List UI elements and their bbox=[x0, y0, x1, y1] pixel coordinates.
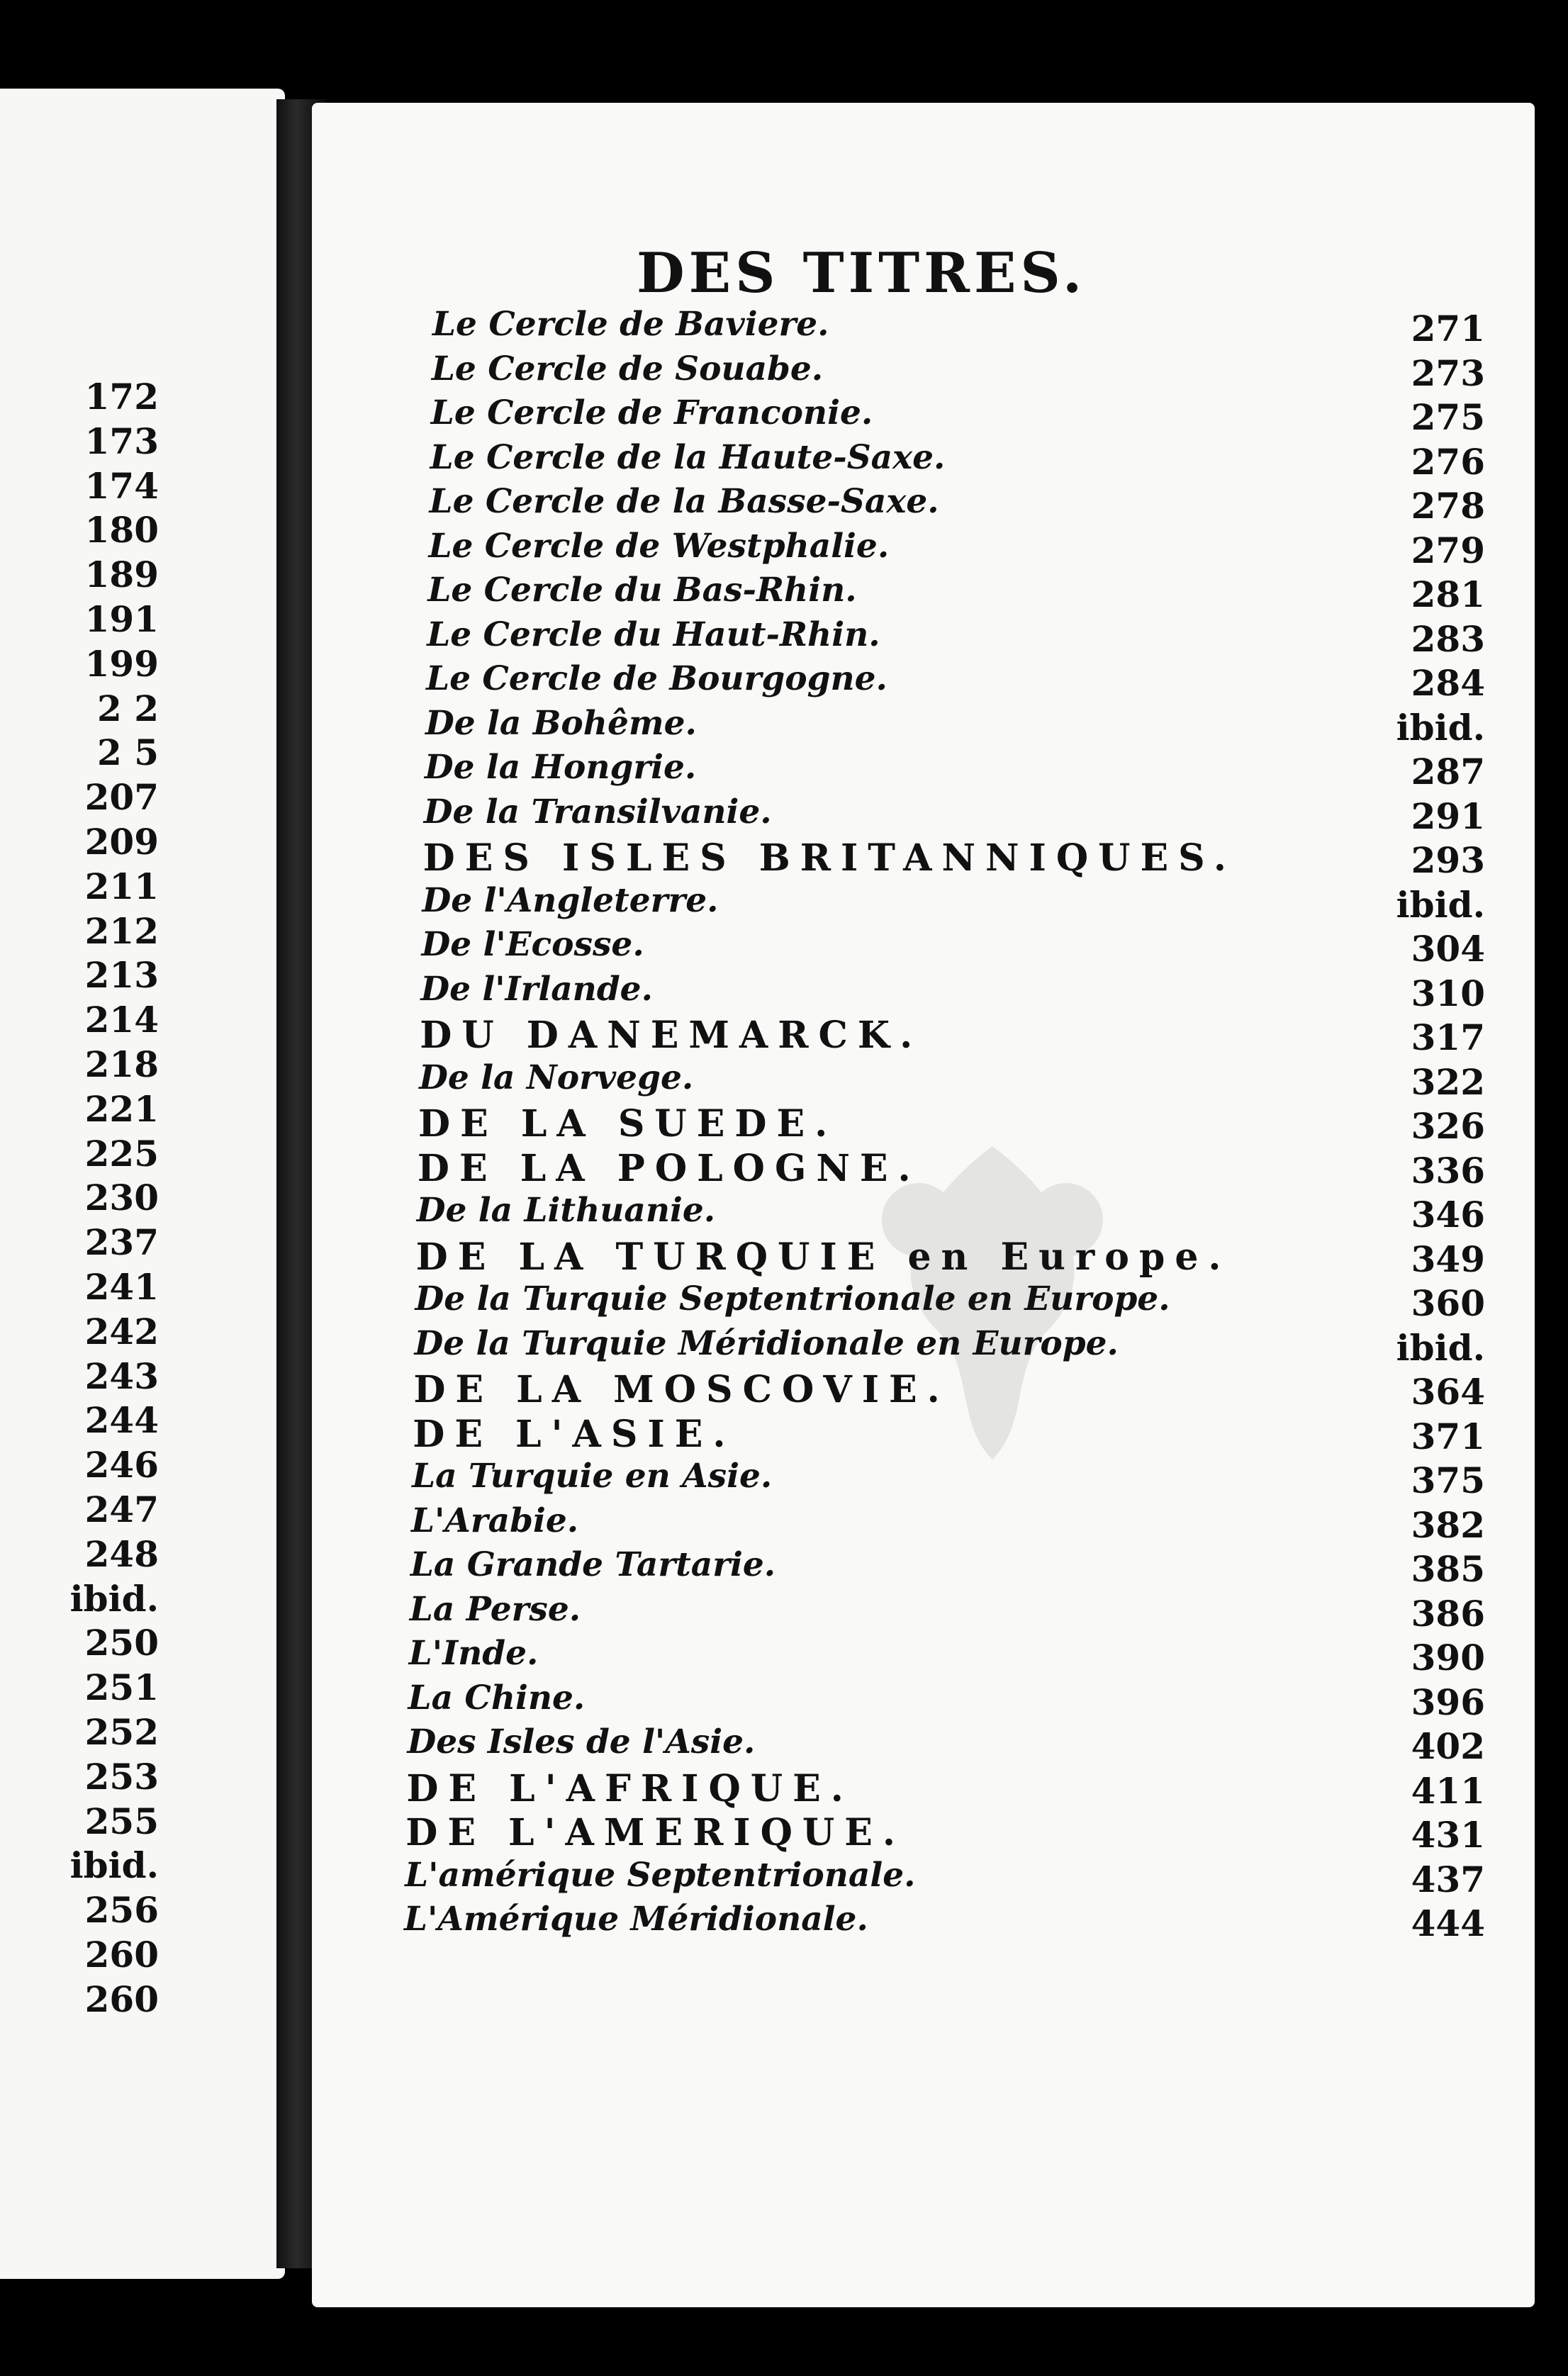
toc-page-number: 364 bbox=[1411, 1371, 1485, 1413]
toc-entry bbox=[312, 1501, 1535, 1545]
toc-section-title: DE L'AMERIQUE. bbox=[405, 1811, 905, 1854]
toc-page-number: 371 bbox=[1411, 1415, 1485, 1457]
left-page-number: 255 bbox=[84, 1800, 159, 1842]
toc-section-title: DE LA TURQUIE en Europe. bbox=[415, 1235, 1231, 1279]
left-page-number: 221 bbox=[84, 1087, 159, 1130]
toc-page-number: 437 bbox=[1411, 1858, 1485, 1900]
toc-page-number: 304 bbox=[1411, 928, 1485, 970]
toc-page-number: 283 bbox=[1411, 617, 1485, 660]
left-page-number: ibid. bbox=[69, 1577, 159, 1620]
toc-page-number: 273 bbox=[1411, 352, 1485, 394]
left-page-number: 214 bbox=[84, 999, 159, 1041]
left-page-number: 189 bbox=[84, 554, 159, 596]
toc-page-number: 431 bbox=[1411, 1814, 1485, 1856]
toc-entry-title: Le Cercle du Haut-Rhin. bbox=[427, 615, 880, 654]
toc-entry-title: De la Norvege. bbox=[419, 1058, 694, 1097]
toc-entry bbox=[312, 659, 1535, 703]
toc-section-title: DE LA MOSCOVIE. bbox=[413, 1368, 950, 1411]
toc-entry-title: La Chine. bbox=[408, 1678, 586, 1717]
toc-entry-title: Le Cercle de la Haute-Saxe. bbox=[430, 437, 946, 477]
left-page-number: 2 2 bbox=[97, 687, 159, 729]
toc-entry bbox=[312, 1324, 1535, 1368]
left-page-number: 230 bbox=[84, 1177, 159, 1219]
toc-entry bbox=[312, 1014, 1535, 1058]
left-page-number: 260 bbox=[84, 1934, 159, 1976]
toc-page-number: 317 bbox=[1411, 1016, 1485, 1058]
toc-entry bbox=[312, 1191, 1535, 1235]
toc-entry bbox=[312, 925, 1535, 969]
toc-entry-title: De la Transilvanie. bbox=[423, 792, 772, 831]
toc-entry-title: Le Cercle de Franconie. bbox=[430, 393, 873, 432]
left-page-number: 242 bbox=[84, 1310, 159, 1352]
toc-entry bbox=[312, 527, 1535, 571]
left-page-number: 251 bbox=[84, 1666, 159, 1709]
toc-entry-title: De l'Ecosse. bbox=[421, 925, 644, 964]
toc-entry bbox=[312, 881, 1535, 925]
toc-entry-title: L'Arabie. bbox=[411, 1501, 579, 1540]
toc-entry bbox=[312, 1368, 1535, 1412]
left-page-number: 247 bbox=[84, 1489, 159, 1530]
toc-page-number: ibid. bbox=[1396, 1326, 1485, 1369]
toc-page-number: 279 bbox=[1411, 529, 1485, 571]
toc-section-title: DES ISLES BRITANNIQUES. bbox=[422, 836, 1236, 880]
toc-entry-title: De la Lithuanie. bbox=[416, 1191, 716, 1230]
toc-entry-title: La Turquie en Asie. bbox=[412, 1457, 773, 1496]
toc-page-number: 284 bbox=[1411, 662, 1485, 704]
left-page-number: 2 5 bbox=[97, 732, 159, 774]
toc-entry-title: De la Turquie Méridionale en Europe. bbox=[414, 1323, 1119, 1363]
toc-entry bbox=[312, 1900, 1535, 1944]
toc-entry-title: Des Isles de l'Asie. bbox=[407, 1722, 756, 1761]
left-page bbox=[0, 89, 285, 2279]
toc-entry bbox=[312, 615, 1535, 659]
toc-page-number: 346 bbox=[1411, 1194, 1485, 1235]
toc-entry bbox=[312, 1634, 1535, 1678]
left-page-number: 237 bbox=[84, 1221, 159, 1264]
left-page-number: 212 bbox=[84, 909, 159, 952]
toc-page-number: 390 bbox=[1411, 1637, 1485, 1679]
toc-page-number: ibid. bbox=[1396, 883, 1485, 926]
toc-section-title: DE L'ASIE. bbox=[413, 1412, 736, 1456]
toc-entry-title: Le Cercle de Baviere. bbox=[432, 305, 829, 344]
toc-entry bbox=[312, 1856, 1535, 1900]
left-page-number: 244 bbox=[84, 1399, 159, 1442]
toc-page-number: ibid. bbox=[1396, 706, 1485, 749]
left-page-number: 174 bbox=[84, 464, 159, 507]
toc-entry-title: L'amérique Septentrionale. bbox=[405, 1855, 916, 1895]
toc-entry-title: De la Bohême. bbox=[425, 703, 697, 743]
right-page bbox=[312, 103, 1535, 2307]
toc-entry bbox=[312, 1457, 1535, 1501]
toc-entry-title: Le Cercle du Bas-Rhin. bbox=[427, 571, 857, 610]
toc-entry-title: La Perse. bbox=[409, 1589, 581, 1629]
toc-section-title: DU DANEMARCK. bbox=[420, 1014, 923, 1057]
left-page-number: 218 bbox=[84, 1043, 159, 1085]
toc-entry-title: Le Cercle de la Basse-Saxe. bbox=[429, 482, 939, 521]
toc-page-number: 281 bbox=[1411, 573, 1485, 615]
toc-page-number: 326 bbox=[1411, 1105, 1485, 1147]
toc-page-number: 349 bbox=[1411, 1238, 1485, 1280]
toc-entry bbox=[312, 748, 1535, 792]
toc-page-number: 322 bbox=[1411, 1060, 1485, 1103]
left-page-number: 256 bbox=[84, 1889, 159, 1932]
toc-entry-title: L'Inde. bbox=[408, 1634, 539, 1673]
toc-entry bbox=[312, 1058, 1535, 1102]
toc-entry bbox=[312, 1722, 1535, 1766]
toc-page-number: 444 bbox=[1411, 1903, 1485, 1944]
toc-entry-title: Le Cercle de Westphalie. bbox=[428, 526, 890, 566]
left-page-number: 180 bbox=[84, 509, 159, 551]
toc-entry-title: La Grande Tartarie. bbox=[410, 1545, 776, 1584]
toc-page-number: 360 bbox=[1411, 1282, 1485, 1324]
toc-entry bbox=[312, 1147, 1535, 1191]
toc-entry bbox=[312, 1767, 1535, 1811]
toc-page-number: 386 bbox=[1411, 1592, 1485, 1635]
left-page-number: 207 bbox=[84, 776, 159, 819]
toc-entry-title: Le Cercle de Souabe. bbox=[431, 349, 824, 388]
left-page-number: 172 bbox=[84, 376, 159, 418]
toc-entry-title: De l'Irlande. bbox=[420, 969, 653, 1009]
left-page-number: 253 bbox=[84, 1755, 159, 1798]
page-heading: DES TITRES. bbox=[637, 241, 1087, 306]
left-page-number: 250 bbox=[84, 1622, 159, 1664]
toc-entry bbox=[312, 792, 1535, 836]
toc-section-title: DE L'AFRIQUE. bbox=[406, 1766, 853, 1810]
toc-entry bbox=[312, 438, 1535, 482]
toc-entry bbox=[312, 1545, 1535, 1589]
toc-entry-title: De l'Angleterre. bbox=[422, 880, 719, 920]
left-page-number: 191 bbox=[84, 598, 159, 640]
toc-entry bbox=[312, 836, 1535, 880]
toc-section-title: DE LA POLOGNE. bbox=[417, 1146, 921, 1190]
toc-entry bbox=[312, 1235, 1535, 1279]
left-page-number: 213 bbox=[84, 954, 159, 997]
left-page-number: 260 bbox=[84, 1978, 159, 2020]
toc-entry-title: L'Amérique Méridionale. bbox=[404, 1900, 868, 1939]
left-page-number: 243 bbox=[84, 1355, 159, 1397]
toc-entry-title: De la Hongrie. bbox=[424, 748, 697, 787]
left-page-number: 241 bbox=[84, 1266, 159, 1308]
toc-entry bbox=[312, 970, 1535, 1014]
toc-entry bbox=[312, 704, 1535, 748]
toc-entry bbox=[312, 1279, 1535, 1323]
left-page-number: 252 bbox=[84, 1711, 159, 1753]
left-page-number: ibid. bbox=[69, 1844, 159, 1887]
toc-entry-title: Le Cercle de Bourgogne. bbox=[426, 659, 887, 698]
toc-entry bbox=[312, 1811, 1535, 1855]
toc-entry bbox=[312, 482, 1535, 526]
left-page-number: 173 bbox=[84, 420, 159, 462]
toc-entry bbox=[312, 571, 1535, 615]
toc-page-number: 382 bbox=[1411, 1503, 1485, 1546]
left-page-number: 199 bbox=[84, 642, 159, 685]
toc-page-number: 291 bbox=[1411, 795, 1485, 837]
toc-page-number: 375 bbox=[1411, 1459, 1485, 1501]
left-page-number: 248 bbox=[84, 1532, 159, 1575]
toc-page-number: 293 bbox=[1411, 839, 1485, 881]
toc-entry bbox=[312, 305, 1535, 349]
toc-page-number: 411 bbox=[1411, 1769, 1485, 1812]
toc-page-number: 275 bbox=[1411, 396, 1485, 438]
toc-entry bbox=[312, 1590, 1535, 1634]
toc-entry bbox=[312, 1413, 1535, 1457]
toc-page-number: 336 bbox=[1411, 1149, 1485, 1192]
toc-entry bbox=[312, 393, 1535, 437]
toc-entry bbox=[312, 349, 1535, 393]
toc-entry-title: De la Turquie Septentrionale en Europe. bbox=[415, 1279, 1170, 1318]
toc-page-number: 287 bbox=[1411, 751, 1485, 792]
toc-page-number: 276 bbox=[1411, 440, 1485, 483]
toc-page-number: 278 bbox=[1411, 485, 1485, 527]
left-page-number: 211 bbox=[84, 865, 159, 907]
toc-entry bbox=[312, 1679, 1535, 1722]
toc-entry bbox=[312, 1102, 1535, 1146]
toc-page-number: 385 bbox=[1411, 1548, 1485, 1590]
toc-page-number: 402 bbox=[1411, 1725, 1485, 1767]
left-page-number: 225 bbox=[84, 1132, 159, 1175]
toc-page-number: 396 bbox=[1411, 1681, 1485, 1723]
toc-page-number: 271 bbox=[1411, 308, 1485, 349]
toc-section-title: DE LA SUEDE. bbox=[418, 1102, 838, 1145]
left-page-number: 209 bbox=[84, 821, 159, 863]
left-page-number: 246 bbox=[84, 1444, 159, 1486]
toc-page-number: 310 bbox=[1411, 972, 1485, 1014]
